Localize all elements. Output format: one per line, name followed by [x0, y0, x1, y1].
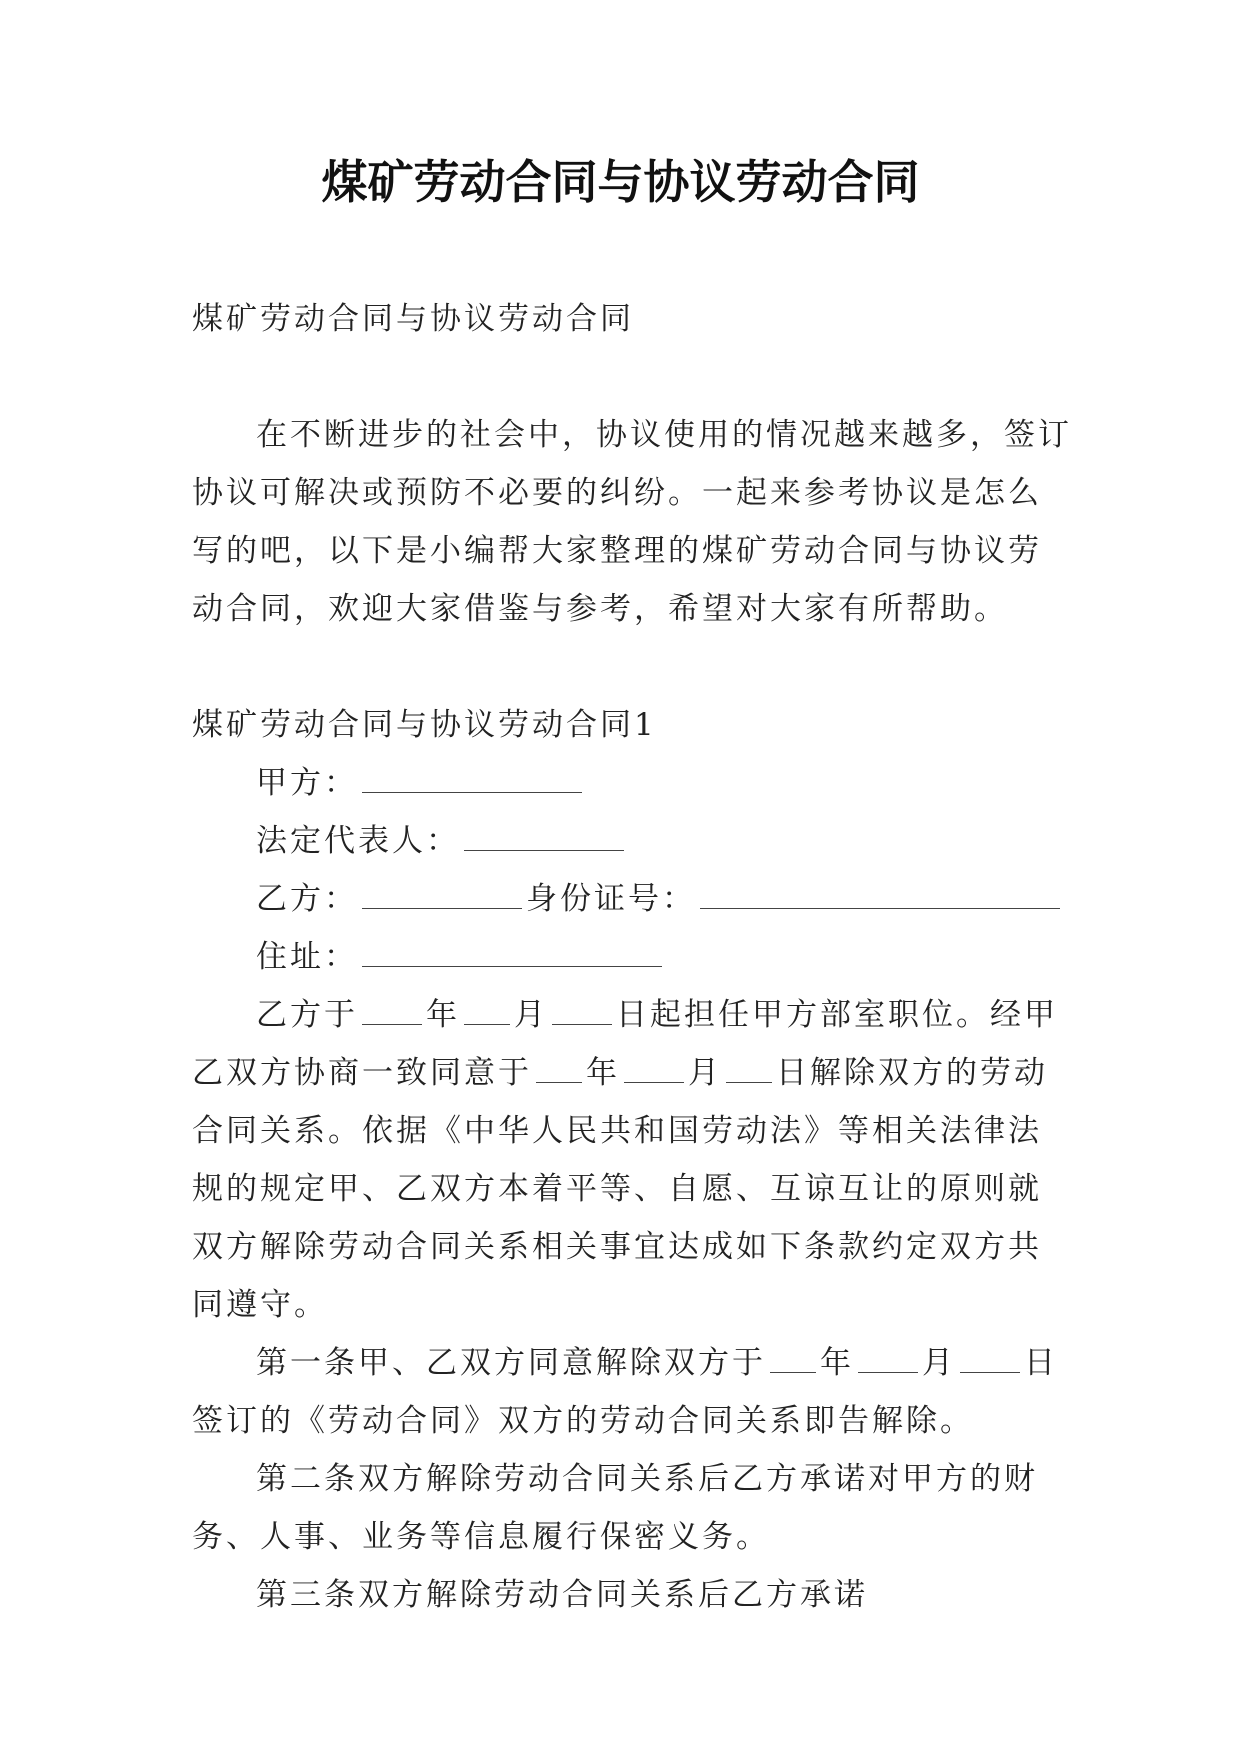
- text-fragment: 月: [514, 997, 548, 1033]
- employment-paragraph: [192, 986, 1072, 1334]
- text-fragment: 月: [688, 1055, 722, 1091]
- party-b-blank: [362, 878, 522, 909]
- month-blank: [464, 994, 510, 1025]
- text-fragment: 月: [922, 1345, 956, 1381]
- year-blank: [536, 1052, 582, 1083]
- year-blank: [362, 994, 422, 1025]
- text-fragment: 第一条甲、乙双方同意解除双方于: [256, 1345, 766, 1381]
- document-body: [192, 290, 1072, 1624]
- party-b-label: 乙方：: [256, 881, 358, 917]
- legal-rep-line: [192, 812, 1072, 870]
- party-a-label: 甲方：: [256, 765, 358, 801]
- text-fragment: 乙方于: [256, 997, 358, 1033]
- text-fragment: 年: [820, 1345, 854, 1381]
- party-b-line: [192, 870, 1072, 928]
- article-1: [192, 1334, 1072, 1450]
- text-fragment: 日起担任甲方部室职位。经甲乙双方协商一致同意于: [192, 997, 1058, 1091]
- day-blank: [552, 994, 612, 1025]
- document-title: 煤矿劳动合同与协议劳动合同: [321, 155, 920, 209]
- legal-rep-blank: [464, 820, 624, 851]
- text-fragment: 年: [426, 997, 460, 1033]
- party-a-blank: [362, 762, 582, 793]
- id-blank: [700, 878, 1060, 909]
- section-heading: 煤矿劳动合同与协议劳动合同1: [192, 707, 657, 743]
- address-blank: [362, 936, 662, 967]
- id-label: 身份证号：: [526, 881, 696, 917]
- day-blank: [960, 1342, 1020, 1373]
- legal-rep-label: 法定代表人：: [256, 823, 460, 859]
- document-subtitle: 煤矿劳动合同与协议劳动合同: [192, 301, 634, 337]
- month-blank: [624, 1052, 684, 1083]
- month-blank: [858, 1342, 918, 1373]
- intro-paragraph: 在不断进步的社会中，协议使用的情况越来越多，签订协议可解决或预防不必要的纠纷。一起来参考协议是怎么写的吧，以下是小编帮大家整理的煤矿劳动合同与协议劳动合同，欢迎大家借鉴与参考，希望对大家有所帮助。: [192, 417, 1072, 627]
- address-label: 住址：: [256, 939, 358, 975]
- text-fragment: 日签订的《劳动合同》双方的劳动合同关系即告解除。: [192, 1345, 1058, 1439]
- text-fragment: 日解除双方的劳动合同关系。依据《中华人民共和国劳动法》等相关法律法规的规定甲、乙双方本着平等、自愿、互谅互让的原则就双方解除劳动合同关系相关事宜达成如下条款约定双方共同遵守。: [192, 1055, 1048, 1323]
- article-3: 第三条双方解除劳动合同关系后乙方承诺: [256, 1577, 868, 1613]
- text-fragment: 年: [586, 1055, 620, 1091]
- article-2: 第二条双方解除劳动合同关系后乙方承诺对甲方的财务、人事、业务等信息履行保密义务。: [192, 1461, 1038, 1555]
- year-blank: [770, 1342, 816, 1373]
- day-blank: [726, 1052, 772, 1083]
- address-line: [192, 928, 1072, 986]
- party-a-line: [192, 754, 1072, 812]
